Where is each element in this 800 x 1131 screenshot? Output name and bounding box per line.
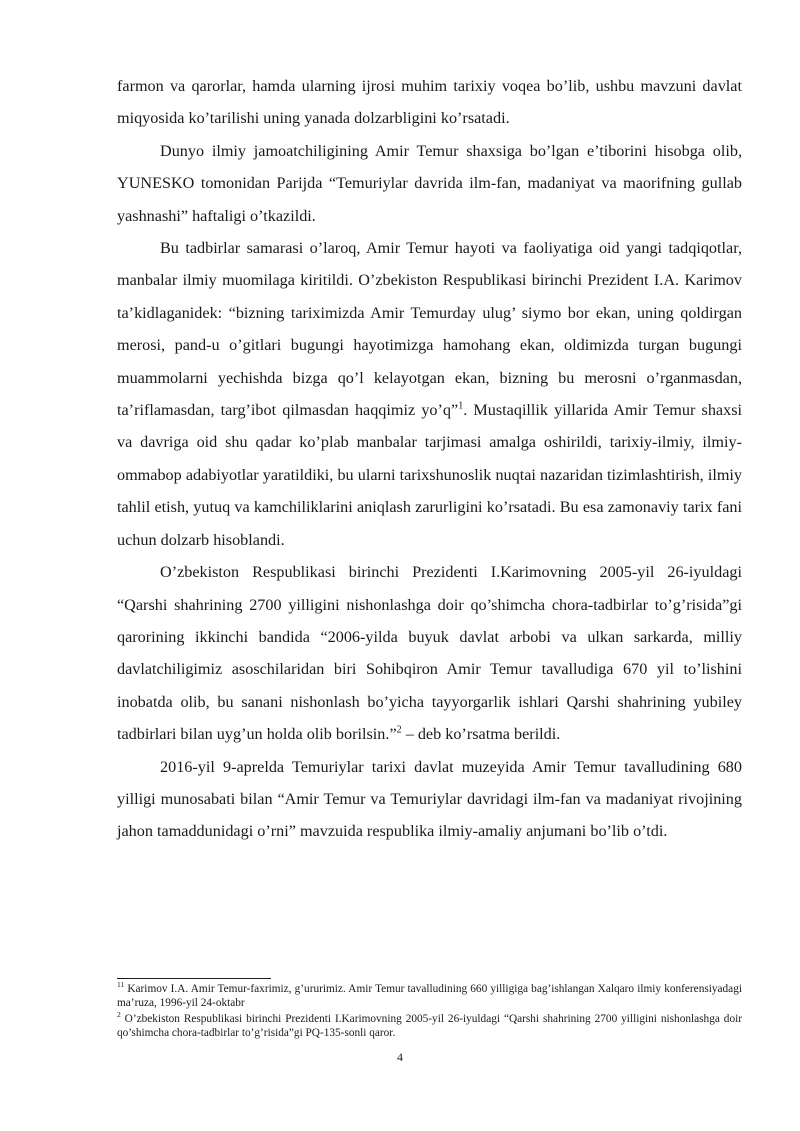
paragraph-text: farmon va qarorlar, hamda ularning ijrosi muhim tarixiy voqea bo’lib, ushbu mavzuni davlat miqyosida ko’tarilishi uning yanada dolzarbligini ko’rsatadi. — [117, 77, 742, 128]
paragraph-conference — [117, 751, 742, 848]
paragraph-text: Bu tadbirlar samarasi o’laroq, Amir Temur hayoti va faoliyatiga oid yangi tadqiqotlar, manbalar ilmiy muomilaga kiritildi. O’zbekiston Respublikasi birinchi Prezident I.A. Karimov ta’kidlaganidek: “bizning tariximizda Amir Temurday ulug’ siymo bor ekan, uning qoldirgan merosi, pand-u o’gitlari bugungi hayotimizga hamohang ekan, oldimizda turgan bugungi muammolarni yechishda bizga qo’l kelayotgan ekan, bizning bu merosni o’rganmasdan, ta’riflamasdan, targ’ibot qilmasdan haqqimiz yo’q” — [117, 239, 742, 420]
document-body — [117, 70, 742, 848]
footnote-marker: 11 — [117, 980, 125, 990]
footnote-1 — [117, 980, 742, 1010]
paragraph-continuation — [117, 70, 742, 135]
footnote-text: Karimov I.A. Amir Temur-faxrimiz, g’ururimiz. Amir Temur tavalludining 660 yilligiga bag’ishlangan Xalqaro ilmiy konferensiyadagi ma’ruza, 1996-yil 24-oktabr — [117, 983, 742, 1009]
footnote-reference-2[interactable]: 2 — [396, 724, 402, 736]
paragraph-decree — [117, 556, 742, 750]
footnotes — [117, 980, 742, 1043]
paragraph-text: 2016-yil 9-aprelda Temuriylar tarixi davlat muzeyida Amir Temur tavalludining 680 yilligi munosabati bilan “Amir Temur va Temuriylar davridagi ilm-fan va madaniyat rivojining jahon tamaddunidagi o’rni” mavzuida respublika ilmiy-amaliy anjumani bo’lib o’tdi. — [117, 757, 742, 841]
footnote-marker: 2 — [117, 1010, 121, 1020]
footnote-text: O’zbekiston Respublikasi birinchi Prezidenti I.Karimovning 2005-yil 26-iyuldagi “Qarshi shahrining 2700 yilligini nishonlashga doir qo’shimcha chora-tadbirlar to’g’risida”gi PQ-135-sonli qaror. — [117, 1013, 742, 1039]
paragraph-text: – deb ko’rsatma berildi. — [401, 725, 561, 744]
paragraph-text: O’zbekiston Respublikasi birinchi Prezidenti I.Karimovning 2005-yil 26-iyuldagi “Qarshi shahrining 2700 yilligini nishonlashga doir qo’shimcha chora-tadbirlar to’g’risida”gi qarorining ikkinchi bandida “2006-yilda buyuk davlat arbobi va ulkan sarkarda, milliy davlatchiligimiz asoschilaridan biri Sohibqiron Amir Temur tavalludiga 670 yil to’lishini inobatda olib, bu sanani nishonlash bo’yicha tayyorgarlik ishlari Qarshi shahrining yubiley tadbirlari bilan uyg’un holda olib borilsin.” — [117, 563, 742, 744]
paragraph-text: . Mustaqillik yillarida Amir Temur shaxsi va davriga oid shu qadar ko’plab manbalar tarjimasi amalga oshirildi, tarixiy-ilmiy, ilmiy-ommabop adabiyotlar yaratildiki, bu ularni tarixshunoslik nuqtai nazaridan tizimlashtirish, ilmiy tahlil etish, yutuq va kamchiliklarini aniqlash zarurligini ko’rsatadi. Bu esa zamonaviy tarix fani uchun dolzarb hisoblandi. — [117, 401, 742, 549]
footnote-reference-1[interactable]: 1 — [458, 400, 464, 412]
paragraph-unesco — [117, 135, 742, 232]
footnote-separator — [117, 978, 271, 979]
paragraph-text: Dunyo ilmiy jamoatchiligining Amir Temur shaxsiga bo’lgan e’tiborini hisobga olib, YUNESKO tomonidan Parijda “Temuriylar davrida ilm-fan, madaniyat va maorifning gullab yashnashi” haftaligi o’tkazildi. — [117, 141, 742, 225]
page-number: 4 — [397, 1050, 403, 1064]
paragraph-research — [117, 232, 742, 556]
footnote-2 — [117, 1010, 742, 1040]
